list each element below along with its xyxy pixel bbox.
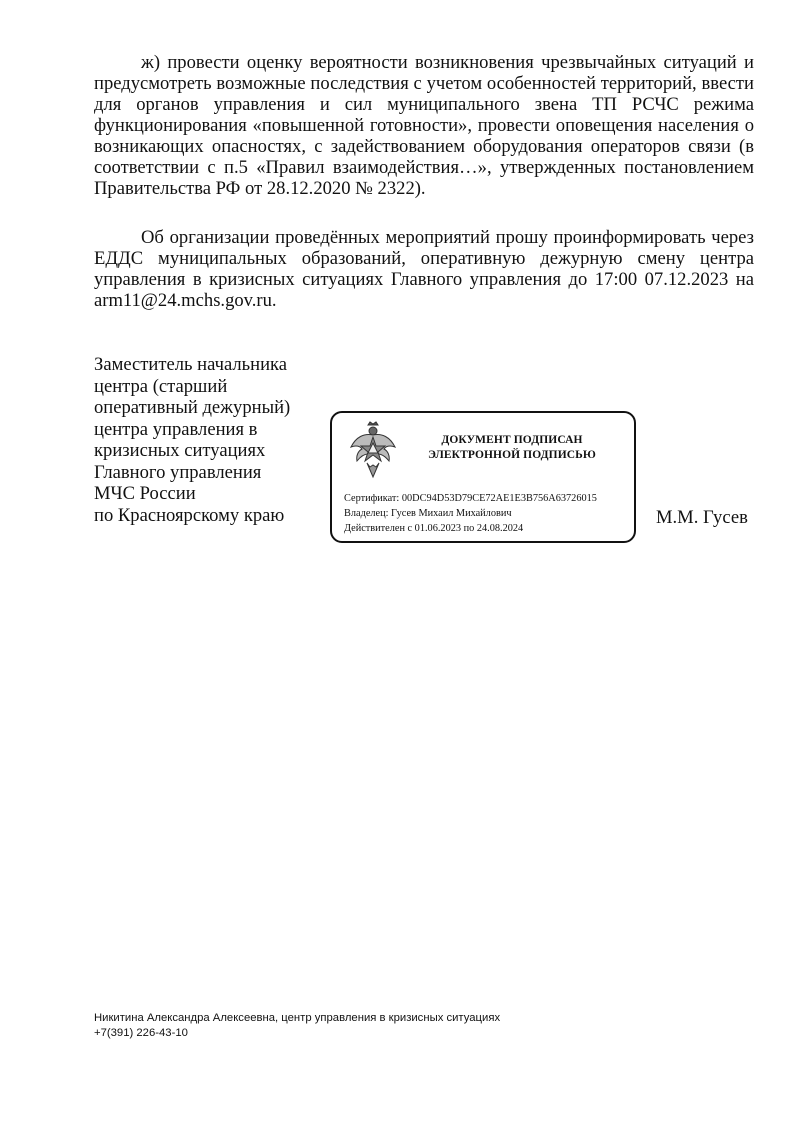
- signatory-title-line: МЧС России: [94, 483, 196, 504]
- stamp-heading: [412, 433, 612, 463]
- stamp-owner: Владелец: Гусев Михаил Михайлович: [344, 508, 512, 519]
- signatory-name: М.М. Гусев: [656, 507, 748, 528]
- signatory-title-line: Главного управления: [94, 461, 262, 483]
- executor-name: Никитина Александра Алексеевна, центр управления в кризисных ситуациях: [94, 1012, 501, 1024]
- stamp-heading-line: ДОКУМЕНТ ПОДПИСАН: [441, 434, 583, 446]
- paragraph-measures-text: ж) провести оценку вероятности возникновения чрезвычайных ситуаций и предусмотреть возможные последствия с учетом особенностей территорий, ввести для органов управления и сил муниципального звена ТП РСЧС режима функционирования «повышенной готовности», провести оповещения населения о возникающих опасностях, с задействованием оборудования операторов связи (в соответствии с п.5 «Правил взаимодействия…», утвержденных постановлением Правительства РФ от 28.12.2020 № 2322).: [94, 52, 754, 199]
- signatory-title-line: кризисных ситуациях: [94, 440, 266, 461]
- mchs-emblem-icon: [348, 421, 398, 479]
- electronic-signature-stamp: [330, 411, 636, 543]
- paragraph-report-request: [94, 227, 754, 311]
- executor-phone: +7(391) 226-43-10: [94, 1026, 188, 1039]
- paragraph-measures: [94, 52, 754, 199]
- signatory-title-line: центра (старший: [94, 375, 228, 397]
- paragraph-report-request-text: Об организации проведённых мероприятий прошу проинформировать через ЕДДС муниципальных образований, оперативную дежурную смену центра управления в кризисных ситуациях Главного управления до 17:00 07.12.2023 на arm11@24.mchs.gov.ru.: [94, 227, 754, 311]
- signatory-title: [94, 354, 324, 526]
- stamp-certificate-info: [344, 491, 597, 536]
- executor-footer: [94, 1011, 500, 1040]
- signatory-title-line: по Красноярскому краю: [94, 504, 285, 526]
- stamp-heading-line: ЭЛЕКТРОННОЙ ПОДПИСЬЮ: [428, 449, 596, 461]
- signatory-title-line: центра управления в: [94, 418, 258, 440]
- stamp-validity: Действителен с 01.06.2023 по 24.08.2024: [344, 523, 524, 534]
- stamp-certificate: Сертификат: 00DC94D53D79CE72AE1E3B756A63726015: [344, 493, 597, 504]
- signatory-title-line: Заместитель начальника: [94, 354, 288, 375]
- signatory-title-line: оперативный дежурный): [94, 397, 291, 418]
